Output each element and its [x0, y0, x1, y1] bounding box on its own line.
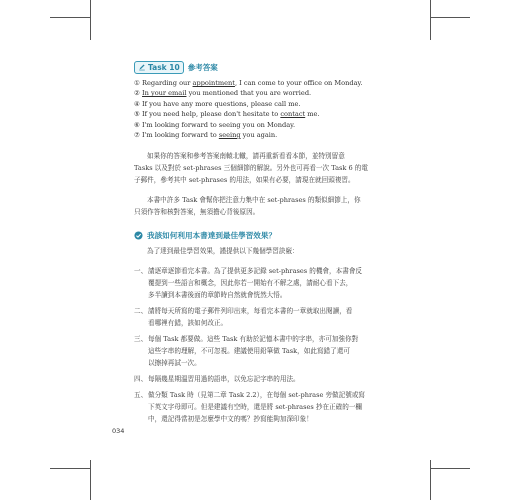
tip-item: 五、 做分類 Task 時（見第二章 Task 2.2），在每個 set-phrase 旁做記號或寫 下英文字母即可。但是建議有空時，還是將 set-phrases 抄在正確的一欄 中，還記得當初是怎麼學中文的嗎？抄寫能夠加深印象！ — [134, 391, 366, 424]
tip-number: 二、 — [134, 307, 148, 316]
crop-mark-bottom-right-h — [430, 468, 470, 469]
crop-mark-bottom-right-v — [430, 460, 431, 500]
task-label: Task 10 — [148, 62, 180, 72]
check-circle-icon — [134, 231, 143, 240]
task-header — [134, 60, 384, 74]
crop-mark-bottom-left-v — [90, 460, 91, 500]
tip-number: 五、 — [134, 391, 148, 400]
tips-intro: 為了達到最佳學習效果，謹提供以下幾個學習訣竅： — [147, 247, 299, 256]
crop-mark-top-right-h — [430, 17, 470, 18]
section-title: 我該如何利用本書達到最佳學習效果？ — [147, 230, 277, 240]
tip-number: 四、 — [134, 375, 148, 384]
tip-number: 三、 — [134, 335, 148, 344]
tips-list — [134, 265, 384, 425]
tip-number: 一、 — [134, 267, 148, 276]
crop-mark-top-right-v — [430, 0, 431, 40]
paragraph-tasks: 本書中許多 Task 會幫你把注意力集中在 set-phrases 的類似細節上，你 只須作答和核對答案，無須擔心背後原因。 — [134, 196, 361, 217]
task-badge — [134, 61, 184, 74]
paragraph-review: 如果你的答案和參考答案南轅北轍，請再重新看看本節，並特別留意 Tasks 以及對於 set-phrases 三個細節的解說。另外也可再看一次 Task 6 的電 子郵件，參考其中 set-phrases 的用法，如果有必要，請現在就回頭複習。 — [134, 152, 368, 185]
tip-item: 二、 請將每天所寫的電子郵件列印出來，每看完本書的一章就取出閱讀，看 看哪裡有錯，該如何改正。 — [134, 307, 353, 328]
answer-item: ⑥ I'm looking forward to seeing you on Monday. — [134, 120, 296, 129]
crop-mark-top-left-h — [50, 17, 90, 18]
page-number: 034 — [112, 427, 125, 435]
page-content — [134, 60, 384, 429]
crop-mark-bottom-left-h — [50, 468, 90, 469]
answer-item: ④ If you have any more questions, please call me. — [134, 99, 301, 108]
answer-list — [134, 78, 384, 140]
answer-item: ② In your email you mentioned that you are worried. — [134, 89, 312, 98]
section-heading — [134, 228, 384, 242]
crop-mark-top-left-v — [90, 0, 91, 40]
tip-item: 一、 請逐章逐節看完本書。為了提供更多記錄 set-phrases 的機會，本書會反 覆提到一些語言和概念，因此你若一開始有不解之處，請耐心看下去， 多半讀到本書後面的章節時自然就會恍然大悟。 — [134, 267, 363, 300]
answer-item: ⑤ If you need help, please don't hesitate to contact me. — [134, 110, 320, 119]
answer-item: ⑦ I'm looking forward to seeing you again. — [134, 130, 278, 139]
task-title: 參考答案 — [187, 62, 218, 72]
answer-item: ① Regarding our appointment, I can come to your office on Monday. — [134, 79, 363, 87]
tip-item: 四、 每隔幾星期溫習用過的語串，以免忘記字串的用法。 — [134, 375, 300, 384]
tip-item: 三、 每個 Task 都要做。這些 Task 有助於記憶本書中的字串，亦可加強你對 這些字串的理解，不可忽視。建議使用鉛筆做 Task，如此寫錯了還可 以擦掉再試一次。 — [134, 335, 359, 368]
pencil-icon — [138, 63, 146, 71]
